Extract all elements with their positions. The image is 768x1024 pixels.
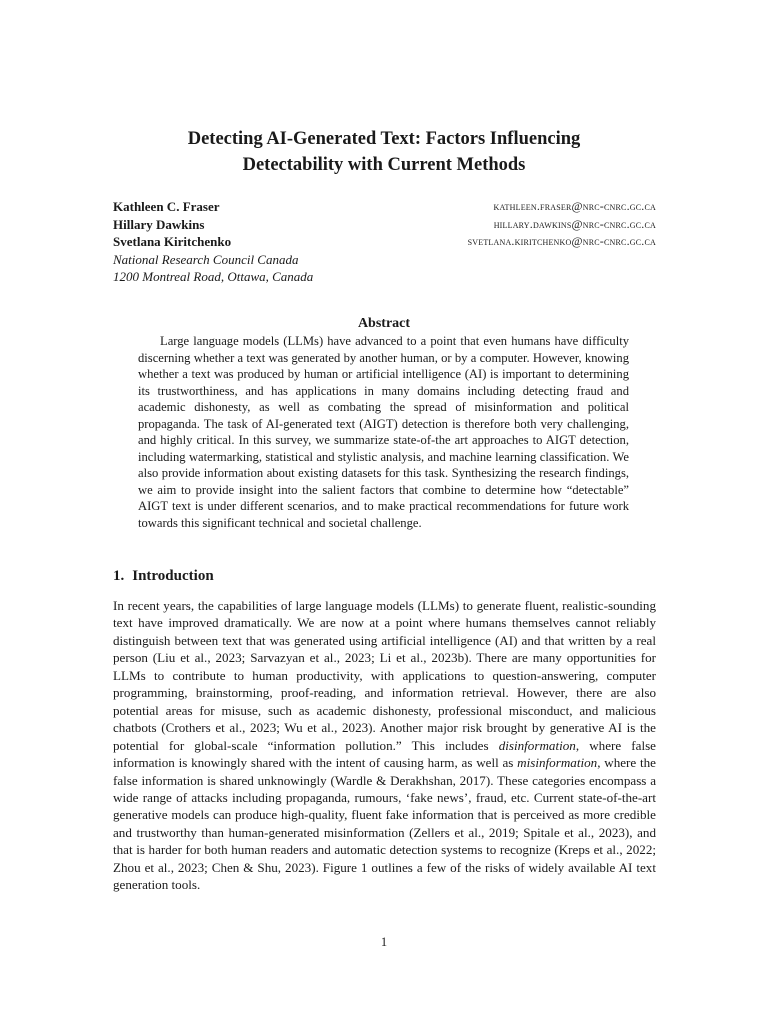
author-row <box>113 233 656 251</box>
section-title: Introduction <box>132 568 214 584</box>
page-number: 1 <box>380 935 388 949</box>
intro-text-part-3: , where the false information is shared unknowingly (Wardle & Derakhshan, 2017). These categories encompass a wide range of attacks including propaganda, rumours, ‘fake news’, fraud, etc. Current state-of-the-art generative models can produce high-quality, fluent fake information that is perceived as more credible and trustworthy than human-generated misinformation (Zellers et al., 2019; Spitale et al., 2023), and that is harder for both human readers and automatic detection systems to recognize (Kreps et al., 2022; Zhou et al., 2023; Chen & Shu, 2023). Figure 1 outlines a few of the risks of widely available AI text generation tools. <box>113 755 656 893</box>
affiliation-line-2: 1200 Montreal Road, Ottawa, Canada <box>113 269 314 284</box>
author-email[interactable]: kathleen.fraser@nrc-cnrc.gc.ca <box>493 199 656 213</box>
abstract-body: Large language models (LLMs) have advanced to a point that even humans have difficulty discerning whether a text was generated by another human, or by a computer. However, knowing whether a text was produced by human or artificial intelligence (AI) is important to determining its trustworthiness, and has applications in many domains including detecting fraud and academic dishonesty, as well as combating the spread of misinformation and political propaganda. The task of AI-generated text (AIGT) detection is therefore both very challenging, and highly critical. In this survey, we summarize state-of-the art approaches to AIGT detection, including watermarking, statistical and stylistic analysis, and machine learning classification. We also provide information about existing datasets for this task. Synthesizing the research findings, we aim to provide insight into the salient factors that combine to determine how “detectable” AIGT text is under different scenarios, and to make practical recommendations for future work towards this significant technical and societal challenge. <box>138 334 629 530</box>
intro-text-part-2: , where false information is knowingly shared with the intent of causing harm, as well as <box>113 737 656 771</box>
section-heading <box>113 566 214 586</box>
abstract-heading: Abstract <box>357 316 411 331</box>
author-row <box>113 216 656 234</box>
author-block <box>113 198 656 286</box>
author-name: Kathleen C. Fraser <box>113 199 220 214</box>
author-email[interactable]: svetlana.kiritchenko@nrc-cnrc.gc.ca <box>467 234 656 248</box>
paper-title <box>0 126 768 178</box>
author-name: Hillary Dawkins <box>113 216 205 232</box>
author-name: Svetlana Kiritchenko <box>113 234 232 249</box>
title-line-2: Detectability with Current Methods <box>242 155 526 175</box>
introduction-paragraph <box>113 597 656 894</box>
affiliation-line-1: National Research Council Canada <box>113 251 299 267</box>
author-row <box>113 198 656 216</box>
title-line-1: Detecting AI-Generated Text: Factors Influencing <box>187 129 581 149</box>
intro-term-disinformation: disinformation <box>498 737 576 753</box>
section-number: 1. <box>113 568 125 584</box>
intro-term-misinformation: misinformation <box>517 755 598 771</box>
author-email[interactable]: hillary.dawkins@nrc-cnrc.gc.ca <box>493 216 656 231</box>
intro-text-part-1: In recent years, the capabilities of large language models (LLMs) to generate fluent, realistic-sounding text have improved dramatically. We are now at a point where humans themselves cannot reliably distinguish between text that was generated using artificial intelligence (AI) and that written by a real person (Liu et al., 2023; Sarvazyan et al., 2023; Li et al., 2023b). There are many opportunities for LLMs to contribute to human productivity, with applications to question-answering, computer programming, brainstorming, proof-reading, and information retrieval. However, there are also potential areas for misuse, such as academic dishonesty, professional misconduct, and malicious chatbots (Crothers et al., 2023; Wu et al., 2023). Another major risk brought by generative AI is the potential for global-scale “information pollution.” This includes <box>113 598 656 753</box>
